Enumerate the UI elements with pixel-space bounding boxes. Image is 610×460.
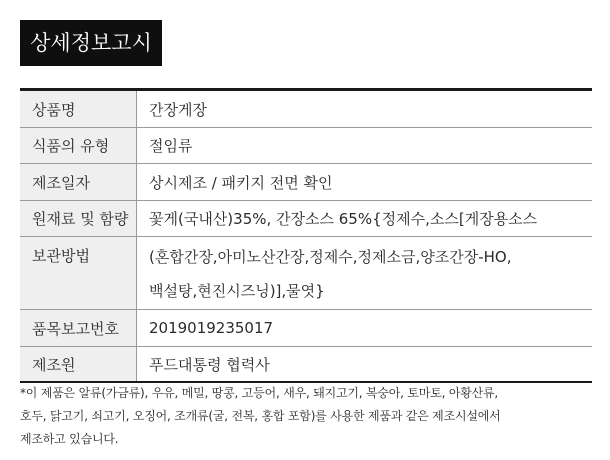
row-label: 제조일자 [20,164,137,200]
row-value: 푸드대통령 협력사 [149,355,270,374]
row-label: 원재료 및 함량 [20,201,137,236]
row-label: 제조원 [20,347,137,381]
row-value-line: 백설탕,현진시즈닝)],물엿} [149,281,325,300]
table-row-report-number [20,310,592,347]
footnote-line: 제조하고 있습니다. [20,432,119,446]
row-value: 꽃게(국내산)35%, 간장소스 65%{정제수,소스[게장용소스 [149,210,538,228]
footnote-line: 호두, 닭고기, 쇠고기, 오징어, 조개류(굴, 전복, 홍합 포함)를 사용한 제품과 같은 제조시설에서 [20,409,501,423]
product-info-table [20,88,592,383]
footnote-line: *이 제품은 알류(가금류), 우유, 메밀, 땅콩, 고등어, 새우, 돼지고기, 복숭아, 토마토, 아황산류, [20,386,498,400]
row-value: 간장게장 [149,100,207,119]
row-value: 절임류 [149,137,193,155]
table-row-product-name [20,91,592,128]
row-value [137,237,592,309]
row-label: 보관방법 [20,237,137,309]
row-label: 상품명 [20,91,137,127]
table-row-food-type [20,128,592,164]
row-value-line: (혼합간장,아미노산간장,정제수,정제소금,양조간장-HO, [149,247,512,266]
row-value: 2019019235017 [149,319,274,337]
row-label: 품목보고번호 [20,310,137,346]
row-value: 상시제조 / 패키지 전면 확인 [149,173,333,192]
allergen-footnote [20,382,595,451]
row-label: 식품의 유형 [20,128,137,163]
table-row-manufacturer [20,347,592,381]
table-row-ingredients [20,201,592,237]
page-title: 상세정보고시 [20,20,162,66]
table-row-storage [20,237,592,310]
table-row-manufacture-date [20,164,592,201]
